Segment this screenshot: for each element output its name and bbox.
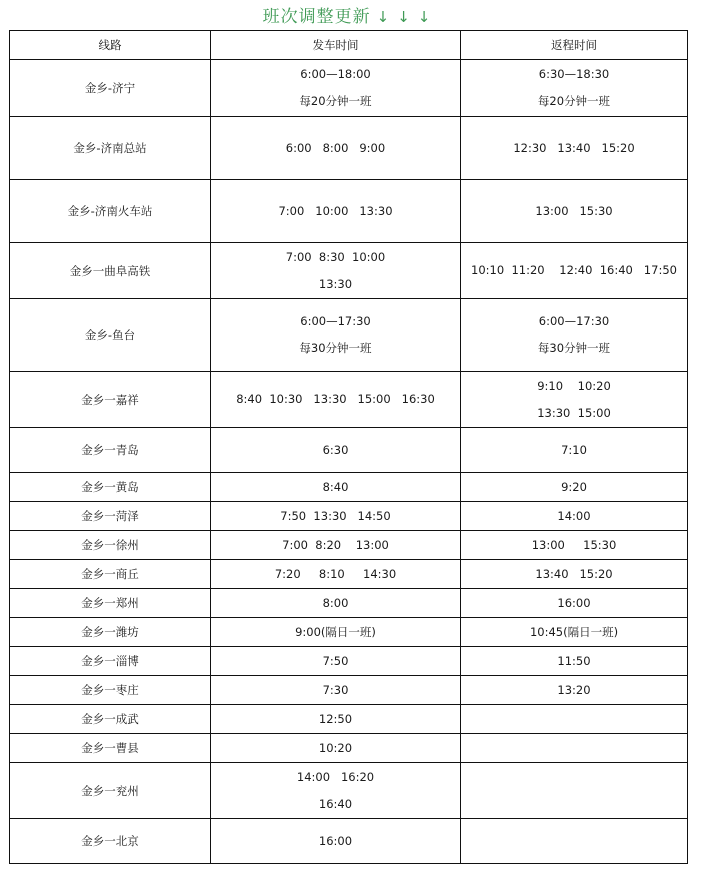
return-time-line: 7:10 [561,442,587,457]
table-header-row [10,31,688,60]
table-row [10,299,688,372]
header-depart: 发车时间 [211,31,461,60]
table-row [10,763,688,819]
depart-time-line: 10:20 [318,740,353,755]
header-route: 线路 [10,31,211,60]
return-time-line: 10:10 11:20 12:40 16:40 17:50 [471,263,677,277]
return-time-cell [461,502,688,531]
depart-time-cell [211,705,461,734]
depart-time-line: 每20分钟一班 [299,94,372,108]
depart-time-line: 每30分钟一班 [299,341,372,355]
table-row [10,676,688,705]
depart-time-cell [211,560,461,589]
route-cell: 金乡-济南火车站 [10,180,211,243]
return-time-line: 13:20 [557,682,591,697]
table-row [10,618,688,647]
table-row [10,705,688,734]
return-time-cell [461,531,688,560]
title-text: 班次调整更新 [262,7,371,27]
depart-time-line: 16:00 [318,833,353,848]
schedule-body [10,60,688,864]
table-row [10,117,688,180]
depart-time-cell [211,372,461,428]
header-return: 返程时间 [461,31,688,60]
table-row [10,502,688,531]
depart-time-cell [211,180,461,243]
route-cell: 金乡一徐州 [10,531,211,560]
depart-time-cell [211,117,461,180]
route-cell: 金乡一潍坊 [10,618,211,647]
depart-time-line: 13:30 [318,276,353,291]
return-time-line: 9:10 10:20 [537,378,611,393]
table-row [10,531,688,560]
table-row [10,428,688,473]
return-time-cell [461,763,688,819]
table-row [10,180,688,243]
depart-time-cell [211,647,461,676]
schedule-table [9,30,688,864]
depart-time-cell [211,502,461,531]
depart-time-line: 7:30 [322,682,349,697]
return-time-line: 16:00 [557,595,591,610]
return-time-cell [461,734,688,763]
return-time-line: 13:40 15:20 [535,566,613,581]
depart-time-line: 7:20 8:10 14:30 [274,566,397,581]
return-time-cell [461,819,688,864]
return-time-cell [461,60,688,117]
depart-time-line: 7:50 13:30 14:50 [280,508,391,523]
return-time-cell [461,473,688,502]
depart-time-line: 6:00 8:00 9:00 [285,140,386,155]
depart-time-cell [211,589,461,618]
return-time-cell [461,243,688,299]
depart-time-line: 14:00 16:20 [296,769,375,784]
route-cell: 金乡一郑州 [10,589,211,618]
return-time-line: 9:20 [561,479,587,494]
down-arrow-icon: ↓↓↓ [376,8,439,26]
depart-time-line: 16:40 [318,796,353,811]
depart-time-cell [211,676,461,705]
depart-time-line: 9:00(隔日一班) [295,624,376,639]
depart-time-line: 8:40 10:30 13:30 15:00 16:30 [236,392,435,406]
depart-time-line: 7:50 [322,653,349,668]
table-row [10,734,688,763]
table-row [10,243,688,299]
return-time-line: 每30分钟一班 [537,341,611,355]
table-row [10,647,688,676]
table-row [10,560,688,589]
depart-time-line: 12:50 [318,711,353,726]
return-time-line: 每20分钟一班 [537,94,611,108]
return-time-line: 6:00—17:30 [538,314,610,328]
return-time-cell [461,180,688,243]
return-time-cell [461,560,688,589]
depart-time-line: 7:00 10:00 13:30 [278,203,393,218]
depart-time-cell [211,428,461,473]
depart-time-cell [211,819,461,864]
return-time-cell [461,589,688,618]
return-time-line: 11:50 [557,653,591,668]
depart-time-line: 6:30 [322,442,349,457]
route-cell: 金乡一成武 [10,705,211,734]
depart-time-cell [211,473,461,502]
depart-time-line: 7:00 8:20 13:00 [282,537,389,552]
page-title [0,2,701,28]
table-row [10,372,688,428]
return-time-line: 13:00 15:30 [531,537,617,552]
return-time-cell [461,618,688,647]
route-cell: 金乡一枣庄 [10,676,211,705]
table-row [10,589,688,618]
return-time-cell [461,372,688,428]
return-time-line: 13:00 15:30 [535,203,613,218]
route-cell: 金乡一兖州 [10,763,211,819]
return-time-cell [461,705,688,734]
depart-time-cell [211,243,461,299]
route-cell: 金乡-济南总站 [10,117,211,180]
table-row [10,819,688,864]
route-cell: 金乡-济宁 [10,60,211,117]
table-row [10,473,688,502]
return-time-line: 12:30 13:40 15:20 [513,140,635,155]
return-time-cell [461,299,688,372]
return-time-line: 6:30—18:30 [538,67,610,81]
depart-time-cell [211,734,461,763]
depart-time-cell [211,763,461,819]
route-cell: 金乡一北京 [10,819,211,864]
route-cell: 金乡一嘉祥 [10,372,211,428]
table-row [10,60,688,117]
route-cell: 金乡一曲阜高铁 [10,243,211,299]
route-cell: 金乡-鱼台 [10,299,211,372]
depart-time-cell [211,299,461,372]
depart-time-line: 8:40 [322,479,349,494]
route-cell: 金乡一商丘 [10,560,211,589]
route-cell: 金乡一黄岛 [10,473,211,502]
depart-time-line: 6:00—17:30 [300,314,371,328]
return-time-cell [461,647,688,676]
depart-time-cell [211,60,461,117]
return-time-line: 10:45(隔日一班) [529,624,619,639]
depart-time-cell [211,531,461,560]
return-time-cell [461,676,688,705]
route-cell: 金乡一青岛 [10,428,211,473]
route-cell: 金乡一曹县 [10,734,211,763]
route-cell: 金乡一菏泽 [10,502,211,531]
return-time-cell [461,428,688,473]
depart-time-line: 7:00 8:30 10:00 [285,249,386,264]
return-time-line: 13:30 15:00 [537,405,611,420]
return-time-line: 14:00 [557,508,591,523]
return-time-cell [461,117,688,180]
depart-time-cell [211,618,461,647]
depart-time-line: 6:00—18:00 [300,67,371,81]
route-cell: 金乡一淄博 [10,647,211,676]
depart-time-line: 8:00 [322,595,349,610]
